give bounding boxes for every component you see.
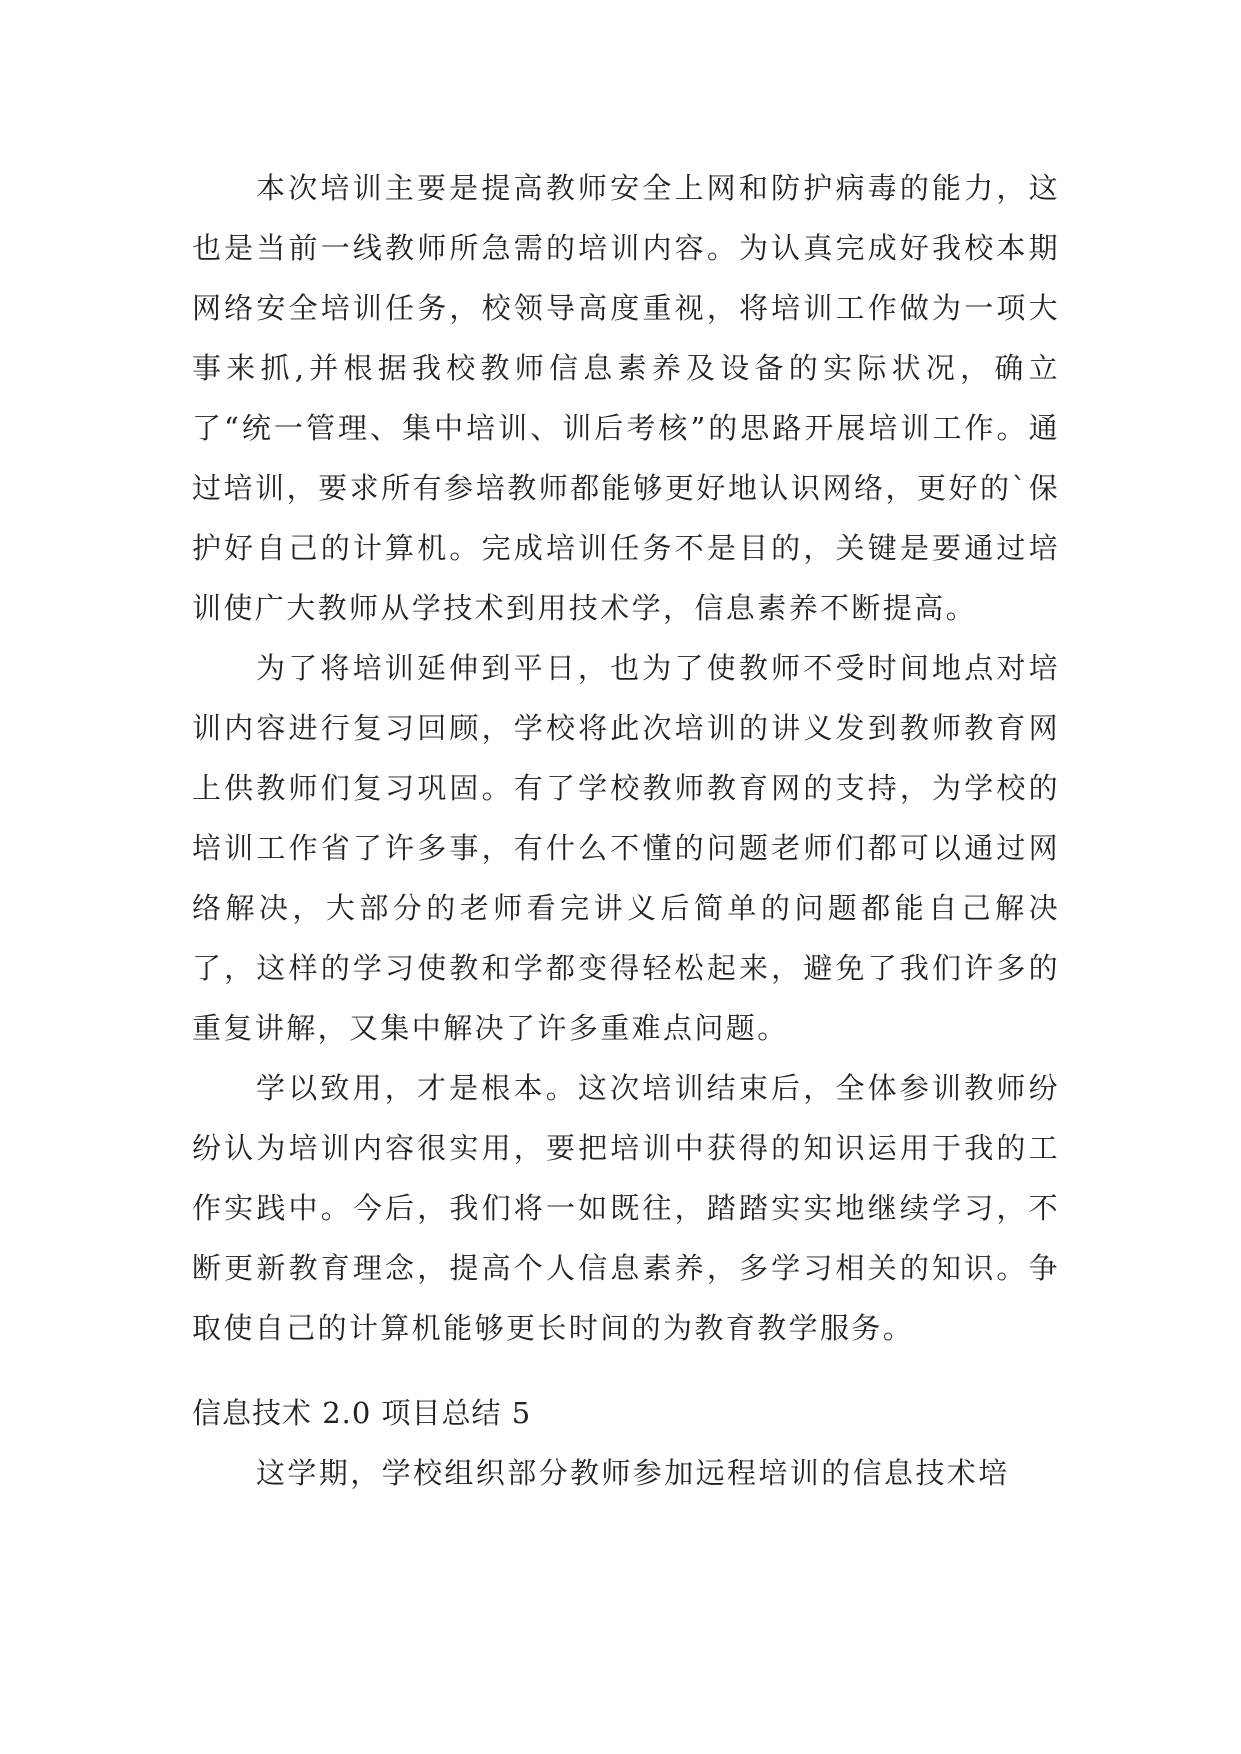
paragraph-4: 这学期，学校组织部分教师参加远程培训的信息技术培 (256, 1456, 1010, 1490)
paragraph-1: 本次培训主要是提高教师安全上网和防护病毒的能力，这也是当前一线教师所急需的培训内容。为认真完成好我校本期网络安全培训任务，校领导高度重视，将培训工作做为一项大事来抓,并根据我校教师信息素养及设备的实际状况，确立了“统一管理、集中培训、训后考核”的思路开展培训工作。通过培训，要求所有参培教师都能够更好地认识网络，更好的`保护好自己的计算机。完成培训任务不是目的，关键是要通过培训使广大教师从学技术到用技术学，信息素养不断提高。 (192, 171, 1060, 625)
document-body (192, 158, 1060, 1503)
paragraph-3: 学以致用，才是根本。这次培训结束后，全体参训教师纷纷认为培训内容很实用，要把培训中获得的知识运用于我的工作实践中。今后，我们将一如既往，踏踏实实地继续学习，不断更新教育理念，提高个人信息素养，多学习相关的知识。争取使自己的计算机能够更长时间的为教育教学服务。 (192, 1071, 1060, 1345)
paragraph-2: 为了将培训延伸到平日，也为了使教师不受时间地点对培训内容进行复习回顾，学校将此次培训的讲义发到教师教育网上供教师们复习巩固。有了学校教师教育网的支持，为学校的培训工作省了许多事，有什么不懂的问题老师们都可以通过网络解决，大部分的老师看完讲义后简单的问题都能自己解决了，这样的学习使教和学都变得轻松起来，避免了我们许多的重复讲解，又集中解决了许多重难点问题。 (192, 651, 1060, 1045)
section-heading: 信息技术 2.0 项目总结 5 (192, 1396, 532, 1430)
